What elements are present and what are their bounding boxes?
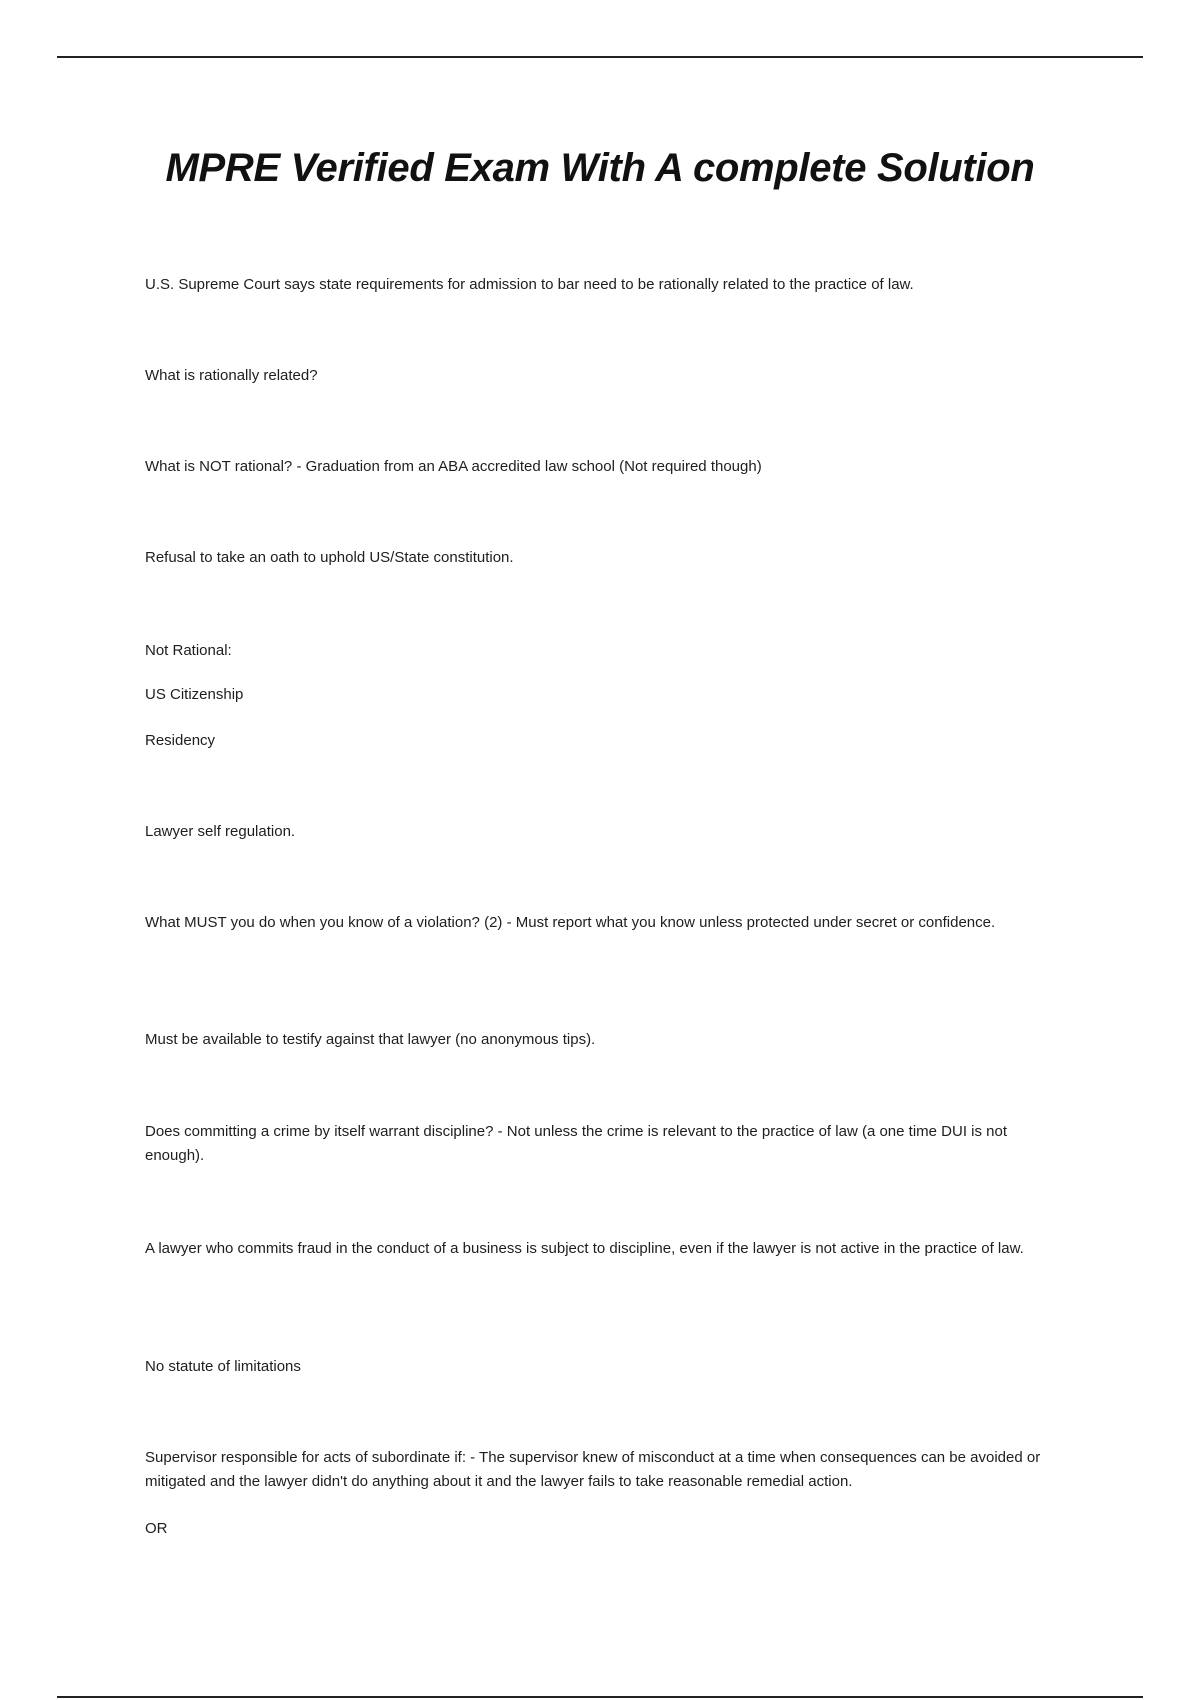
paragraph: Refusal to take an oath to uphold US/State constitution.	[145, 549, 514, 566]
paragraph: Must be available to testify against that lawyer (no anonymous tips).	[145, 1031, 596, 1048]
paragraph: OR	[145, 1520, 168, 1537]
paragraph: No statute of limitations	[145, 1358, 301, 1375]
bottom-rule	[57, 1696, 1143, 1698]
paragraph: Lawyer self regulation.	[145, 823, 296, 840]
paragraph: Residency	[145, 732, 216, 749]
page-title: MPRE Verified Exam With A complete Solution	[165, 146, 1035, 190]
paragraph: What MUST you do when you know of a violation? (2) - Must report what you know unless protected under secret or confidence.	[145, 914, 996, 931]
paragraph: Not Rational:	[145, 642, 232, 659]
paragraph: Does committing a crime by itself warrant discipline? - Not unless the crime is relevant to the practice of law (a one time DUI is not enough).	[145, 1123, 1008, 1164]
paragraph: Supervisor responsible for acts of subordinate if: - The supervisor knew of misconduct at a time when consequences can be avoided or mitigated and the lawyer didn't do anything about it and the lawyer fails to take reasonable remedial action.	[145, 1449, 1041, 1490]
paragraph: A lawyer who commits fraud in the conduct of a business is subject to discipline, even if the lawyer is not active in the practice of law.	[145, 1240, 1024, 1257]
paragraph: What is NOT rational? - Graduation from an ABA accredited law school (Not required though)	[145, 458, 762, 475]
paragraph: What is rationally related?	[145, 367, 318, 384]
top-rule	[57, 56, 1143, 58]
paragraph: U.S. Supreme Court says state requirements for admission to bar need to be rationally related to the practice of law.	[145, 276, 914, 293]
paragraph: US Citizenship	[145, 686, 244, 703]
